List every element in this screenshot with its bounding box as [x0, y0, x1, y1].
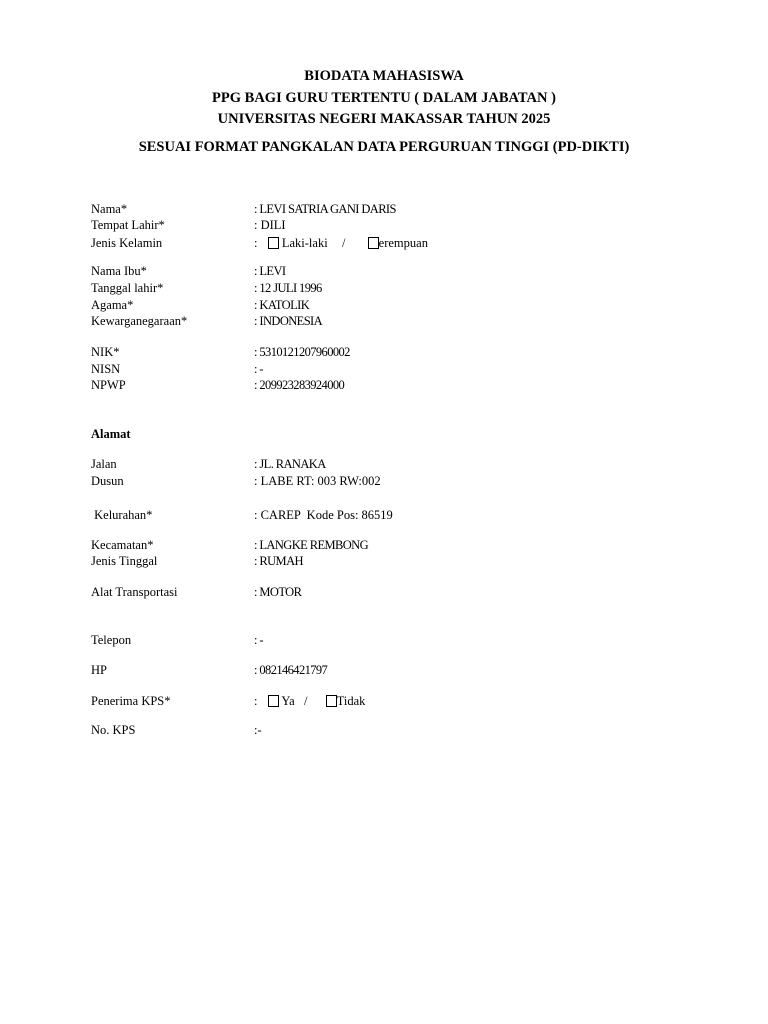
option-ya: Ya	[281, 694, 295, 708]
colon: :	[254, 694, 258, 708]
doc-subtitle-university: UNIVERSITAS NEGERI MAKASSAR TAHUN 2025	[217, 111, 551, 127]
field-value: : CAREP Kode Pos: 86519	[254, 508, 393, 522]
option-laki-laki: Laki-laki	[281, 236, 328, 250]
field-value: : LABE RT: 003 RW:002	[254, 474, 381, 488]
field-tanggal-lahir	[0, 280, 768, 297]
field-value: : DILI	[254, 218, 286, 232]
checkbox-tidak[interactable]	[326, 695, 337, 707]
field-value: : JL. RANAKA	[254, 457, 326, 471]
field-nik	[0, 344, 768, 361]
field-label: Kelurahan*	[91, 508, 153, 522]
separator: /	[303, 694, 308, 708]
checkbox-perempuan[interactable]	[368, 237, 379, 249]
field-dusun	[0, 473, 768, 490]
checkbox-laki-laki[interactable]	[268, 237, 279, 249]
field-telepon	[0, 632, 768, 649]
field-label: Nama Ibu*	[91, 264, 147, 278]
field-label: No. KPS	[91, 723, 136, 737]
field-tempat-lahir	[0, 217, 768, 234]
field-jenis-tinggal	[0, 553, 768, 570]
field-label: NPWP	[91, 378, 126, 392]
field-agama	[0, 297, 768, 314]
checkbox-ya[interactable]	[268, 695, 279, 707]
field-nisn	[0, 361, 768, 378]
separator: /	[341, 236, 346, 250]
doc-subtitle-format: SESUAI FORMAT PANGKALAN DATA PERGURUAN TINGGI (PD-DIKTI)	[138, 139, 630, 155]
field-nama-ibu	[0, 263, 768, 280]
field-value: : KATOLIK	[254, 298, 310, 312]
field-label: Penerima KPS*	[91, 694, 171, 708]
field-jalan	[0, 456, 768, 473]
section-alamat-title: Alamat	[91, 427, 131, 441]
field-hp	[0, 662, 768, 679]
field-label: Tempat Lahir*	[91, 218, 165, 232]
field-label: Jenis Tinggal	[91, 554, 158, 568]
doc-title: BIODATA MAHASISWA	[304, 68, 464, 84]
field-value: : LEVI	[254, 264, 286, 278]
field-kewarganegaraan	[0, 313, 768, 330]
field-value	[254, 235, 428, 252]
field-no-kps	[0, 722, 768, 739]
field-label: HP	[91, 663, 107, 677]
field-value: : RUMAH	[254, 554, 303, 568]
field-penerima-kps	[0, 693, 768, 710]
field-value	[254, 693, 365, 710]
field-npwp	[0, 377, 768, 394]
colon: :	[254, 236, 258, 250]
field-label: Jalan	[91, 457, 117, 471]
field-label: Tanggal lahir*	[91, 281, 164, 295]
field-value: :-	[254, 723, 262, 737]
doc-subtitle-ppg: PPG BAGI GURU TERTENTU ( DALAM JABATAN )	[212, 90, 556, 106]
field-label: Dusun	[91, 474, 124, 488]
field-value: : 5310121207960002	[254, 345, 350, 359]
field-value: : 209923283924000	[254, 378, 345, 392]
field-value: : LANGKE REMBONG	[254, 538, 369, 552]
field-label: Agama*	[91, 298, 134, 312]
field-kelurahan	[0, 507, 768, 524]
field-value: : MOTOR	[254, 585, 302, 599]
field-label: Jenis Kelamin	[91, 236, 163, 250]
field-label: Kewarganegaraan*	[91, 314, 188, 328]
field-label: NISN	[91, 362, 121, 376]
field-label: Kecamatan*	[91, 538, 154, 552]
field-label: NIK*	[91, 345, 120, 359]
field-jenis-kelamin	[0, 235, 768, 252]
field-value: : -	[254, 362, 263, 376]
field-label: Telepon	[91, 633, 132, 647]
field-alat-transportasi	[0, 584, 768, 601]
field-value: : -	[254, 633, 263, 647]
option-tidak: Tidak	[336, 694, 366, 708]
field-label: Nama*	[91, 202, 128, 216]
field-value: : LEVI SATRIA GANI DARIS	[254, 202, 396, 216]
field-value: : 12 JULI 1996	[254, 281, 322, 295]
field-value: : 082146421797	[254, 663, 328, 677]
field-nama	[0, 201, 768, 218]
field-label: Alat Transportasi	[91, 585, 178, 599]
option-perempuan: erempuan	[378, 236, 428, 250]
field-value: : INDONESIA	[254, 314, 323, 328]
field-kecamatan	[0, 537, 768, 554]
